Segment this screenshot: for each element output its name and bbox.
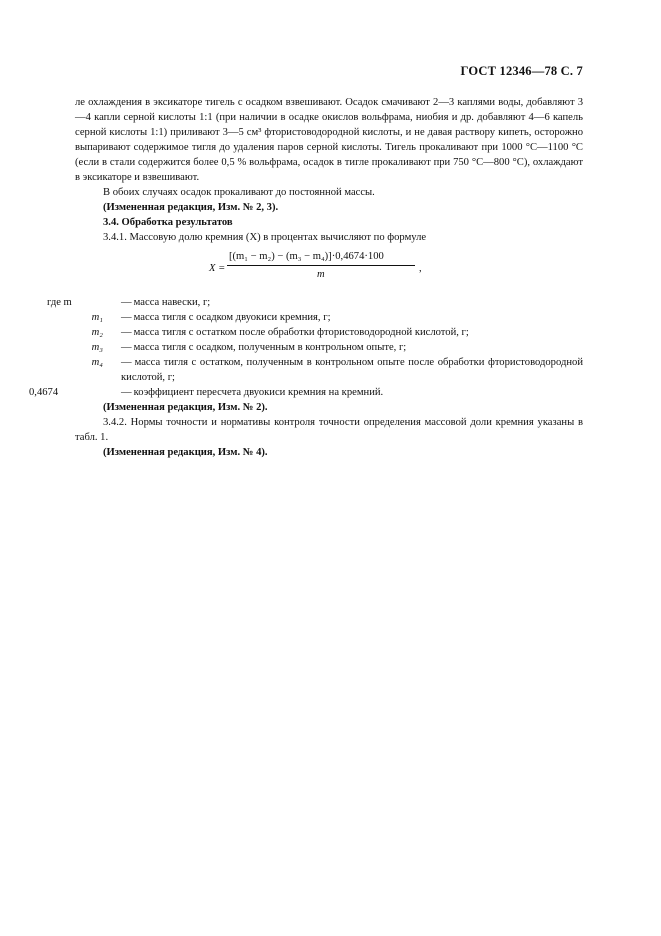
paragraph-formula-intro: 3.4.1. Массовую долю кремния (X) в процентах вычисляют по формуле (103, 232, 427, 243)
definition-desc: масса тигля с остатком после обработки фтористоводородной кислотой, г; (133, 327, 469, 338)
dash-icon: — (121, 387, 132, 398)
definition-term: 0,4674 (29, 387, 59, 398)
definition-item (47, 295, 583, 310)
definition-item (75, 310, 583, 325)
section-heading: 3.4. Обработка результатов (103, 217, 233, 228)
revision-note-2: (Измененная редакция, Изм. № 2). (103, 402, 268, 413)
definition-desc: масса навески, г; (133, 297, 211, 308)
definition-term: m₁ (91, 312, 103, 323)
definition-item (75, 355, 583, 385)
dash-icon: — (121, 357, 132, 368)
page-header: ГОСТ 12346—78 С. 7 (460, 64, 583, 78)
definition-item (75, 340, 583, 355)
definition-desc: коэффициент пересчета двуокиси кремния на кремний. (133, 387, 384, 398)
definition-desc: масса тигля с осадком двуокиси кремния, г; (133, 312, 331, 323)
paragraph-calcination: В обоих случаях осадок прокаливают до постоянной массы. (103, 187, 375, 198)
fraction-bar (227, 265, 415, 266)
revision-note-1: (Измененная редакция, Изм. № 2, 3). (103, 202, 279, 213)
formula-lhs: X = (209, 263, 226, 274)
definition-term: где m (47, 297, 72, 308)
formula-numerator: [(m₁ − m₂) − (m₃ − m₄)]·0,4674·100 (229, 251, 384, 262)
definitions-list (29, 295, 583, 400)
revision-note-3: (Измененная редакция, Изм. № 4). (103, 447, 268, 458)
definition-desc: масса тигля с остатком, полученным в контрольном опыте после обработки фтористоводородной кислотой, г; (121, 357, 583, 383)
paragraph-continuation: ле охлаждения в эксикаторе тигель с осадком взвешивают. Осадок смачивают 2—3 каплями воды, добавляют 3—4 капли серной кислоты 1:1 (при наличии в осадке окислов вольфрама, ниобия и др. добавляют 4—6 капель серной кислоты 1:1) приливают 3—5 см³ фтористоводородной кислоты, и не давая раствору кипеть, осторожно выпаривают содержимое тигля до удаления паров серной кислоты. Тигель прокаливают при 1000 °С—1100 °С (если в стали содержится более 0,5 % вольфрама, осадок в тигле прокаливают при 750 °С—800 °С), охлаждают в эксикаторе и взвешивают. (75, 97, 583, 183)
definition-item (29, 385, 583, 400)
dash-icon: — (121, 297, 132, 308)
dash-icon: — (121, 327, 132, 338)
definition-term: m₂ (91, 327, 103, 338)
definition-term: m₄ (91, 357, 103, 368)
definition-desc: масса тигля с осадком, полученным в контрольном опыте, г; (133, 342, 407, 353)
definition-item (75, 325, 583, 340)
definition-term: m₃ (91, 342, 103, 353)
paragraph-accuracy: 3.4.2. Нормы точности и нормативы контроля точности определения массовой доли кремния указаны в табл. 1. (75, 417, 583, 443)
formula-comma: , (419, 263, 422, 274)
silicon-formula (75, 249, 583, 293)
document-body (29, 95, 583, 460)
dash-icon: — (121, 342, 132, 353)
dash-icon: — (121, 312, 132, 323)
formula-denominator: m (317, 269, 325, 280)
